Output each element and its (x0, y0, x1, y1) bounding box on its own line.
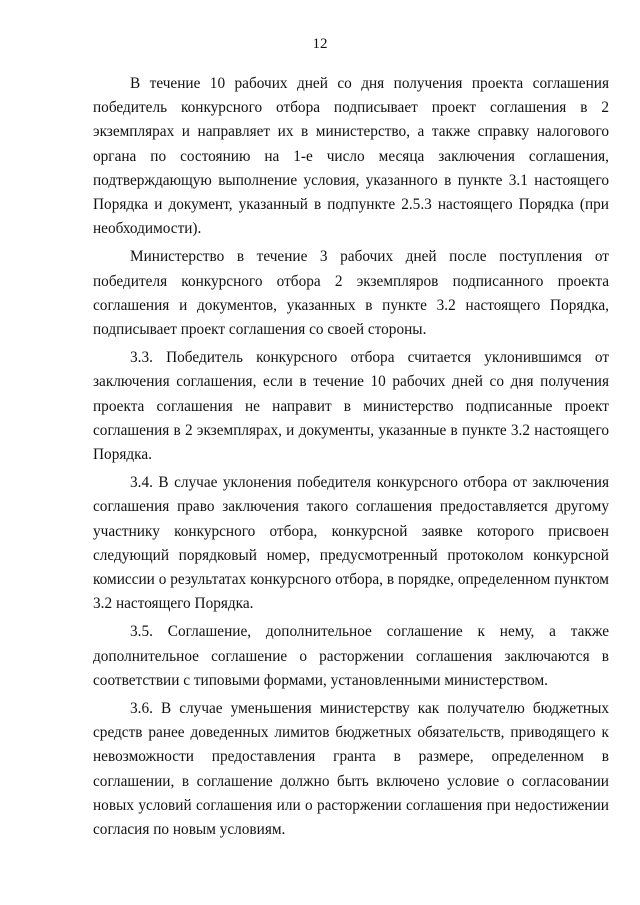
document-body (93, 72, 609, 842)
paragraph-3-6: 3.6. В случае уменьшения министерству как получателю бюджетных средств ранее доведенных лимитов бюджетных обязательств, приводящего к невозможности предоставления гранта в размере, определенном в соглашении, в соглашение должно быть включено условие о согласовании новых условий соглашения или о расторжении соглашения при недостижении согласия по новым условиям. (93, 700, 609, 839)
paragraph-3-3: 3.3. Победитель конкурсного отбора считается уклонившимся от заключения соглашения, если в течение 10 рабочих дней со дня получения проекта соглашения не направит в министерство подписанные проект соглашения в 2 экземплярах, и документы, указанные в пункте 3.2 настоящего Порядка. (93, 349, 609, 464)
paragraph-signing-deadline: В течение 10 рабочих дней со дня получения проекта соглашения победитель конкурсного отбора подписывает проект соглашения в 2 экземплярах и направляет их в министерство, а также справку налогового органа по состоянию на 1-е число месяца заключения соглашения, подтверждающую выполнение условия, указанного в пункте 3.1 настоящего Порядка и документ, указанный в подпункте 2.5.3 настоящего Порядка (при необходимости). (93, 75, 609, 238)
paragraph-3-5: 3.5. Соглашение, дополнительное соглашение к нему, а также дополнительное соглашение о расторжении соглашения заключаются в соответствии с типовыми формами, установленными министерством. (93, 623, 609, 689)
paragraph-ministry-signing: Министерство в течение 3 рабочих дней после поступления от победителя конкурсного отбора 2 экземпляров подписанного проекта соглашения и документов, указанных в пункте 3.2 настоящего Порядка, подписывает проект соглашения со своей стороны. (93, 248, 609, 339)
page-number: 12 (312, 36, 328, 52)
paragraph-3-4: 3.4. В случае уклонения победителя конкурсного отбора от заключения соглашения право заключения такого соглашения предоставляется другому участнику конкурсного отбора, конкурсной заявке которого присвоен следующий порядковый номер, предусмотренный протоколом конкурсной комиссии о результатах конкурсного отбора, в порядке, определенном пунктом 3.2 настоящего Порядка. (93, 474, 609, 613)
